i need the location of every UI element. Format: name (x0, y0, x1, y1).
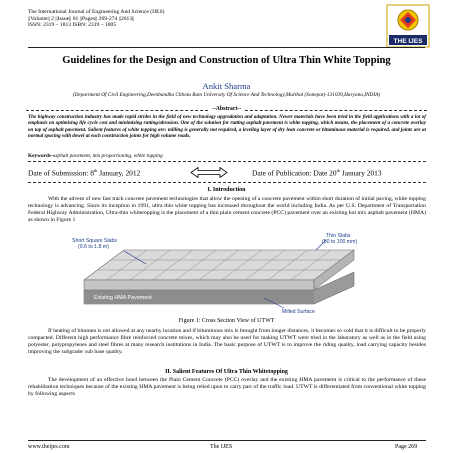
keywords-text: asphalt pavement, mix proportioning, white topping (52, 153, 163, 159)
section-1-heading: I. Introduction (207, 187, 246, 193)
header-rule (28, 47, 425, 48)
footer-website: www.theijes.com (28, 444, 70, 450)
footer-page-number: Page 269 (395, 444, 418, 450)
paper-title: Guidelines for the Design and Construction of Ultra Thin White Topping (62, 55, 391, 66)
keywords-label: Keywords- (28, 153, 53, 159)
submission-date: Date of Submission: 8th January, 2012 (28, 168, 141, 178)
figure-label-slabs-size: (0.6 to 1.8 m) (78, 244, 109, 250)
figure-label-hma: Existing HMA Pavement (94, 295, 152, 301)
figure-label-thin-size: (50 to 100 mm) (322, 239, 358, 245)
footer-rule (28, 440, 426, 441)
figure-label-slabs: Short Square Slabs (72, 238, 117, 244)
utwt-cross-section-figure (64, 233, 384, 315)
dates-bottom-rule (28, 182, 426, 183)
journal-header (28, 9, 328, 29)
journal-issn: ISSN: 2319 – 1813 ISBN: 2319 – 1805 (28, 22, 117, 29)
abstract-text: The highway construction industry has made rapid strides in the field of new technology upgradation and adaptation. Newer materials have been tried in the field applications with a lot of emphasis on optimising life cycle cost and minimizing rutting/abrasion. One of the solution for rutting asphalt pavement is white topping, which means, the placement of a concrete overlay on top of asphalt pavement. Salient features of white topping are: milling is generally not required, a leveling layer of dry lean concrete or bituminous material is required, and joints are at normal spacing with dowel at each construction joints for high volume roads. (28, 114, 426, 139)
journal-issue: ||Volume|| 2 ||Issue|| 01 ||Pages|| 269-274 ||2013|| (28, 15, 135, 22)
figure-label-milled: Milled Surface (282, 309, 315, 315)
journal-name: The International Journal of Engineering And Science (IJES) (28, 9, 165, 15)
double-arrow-icon (190, 167, 228, 178)
abstract-heading: --Abstract-- (211, 106, 242, 112)
dates-top-rule (28, 161, 426, 162)
section-2-paragraph-1: The development of an effective bond between the Plain Cement Concrete (PCC) overlay and the existing HMA pavement is critical to the performance of these rehabilitation techniques because of the existing HMA pavement is being relied upon to carry part of the traffic load. UTWT is differentiated from conventional white topping by following aspects (28, 377, 426, 397)
figure-label-thin: Thin Slabs (326, 233, 351, 239)
footer-journal: The IJES (210, 444, 233, 450)
section-1-paragraph-1: With the advent of new fast track concrete pavement technologies that allow the opening of a concrete pavement within short duration of initial paving, white topping technology is advancing. Since its inception in 1991, ultra thin white topping has increased throughout the world including India. As per U.S. Department of Transportation Federal Highway Administration, Ultra-thin whitetopping is the placement of a thin plain cement concrete (PCC) pavement over an existing hot mix asphalt pavement (HMA) as shown in Figure 1 (28, 196, 426, 223)
figure-1-caption: Figure 1: Cross Section View of UTWT (178, 318, 275, 324)
author-name: Ankit Sharma (202, 81, 251, 91)
ijes-logo-icon (386, 4, 430, 48)
publication-date: Date of Publication: Date 20th January 2013 (252, 168, 382, 178)
logo-text: THE IJES (393, 38, 423, 45)
section-1-paragraph-2: If heating of bitumen is not allowed at any nearby location and if bituminous mix is brought from longer distances, it becomes so cold that it is difficult to be properly compacted. Different high performance fibre reinforced concrete mixes, which may also be used for making UTWT were tried in the laboratory as well as in the field using polyester, polypropylenes and steel fibres at many research institutions in India. The basic purpose of UTWT is to improve the riding quality, load carrying capacity besides improving the subgrade/ sub base quality. (28, 328, 426, 355)
section-2-heading: II. Salient Features Of Ultra Thin Whitetopping (165, 369, 288, 375)
author-affiliation: (Department Of Civil Engineering,Deenbandhu Chhotu Ram University Of Science And Technology,Murthal (Sonepat)-131039,Haryana,INDIA) (72, 92, 381, 98)
keywords (28, 153, 426, 159)
